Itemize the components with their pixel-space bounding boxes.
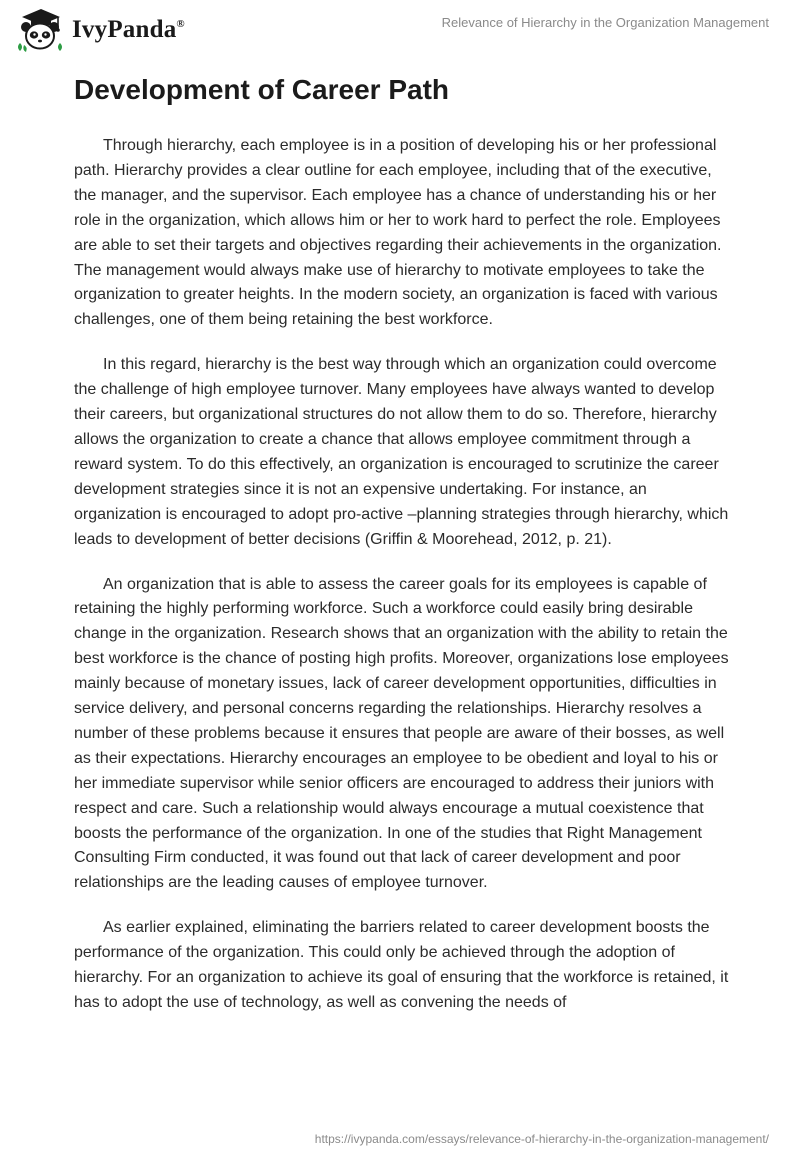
paragraph: In this regard, hierarchy is the best way through which an organization could overcome the challenge of high employee turnover. Many employees have always wanted to develop their careers, but organizational structures do not allow them to do so. Therefore, hierarchy allows the organization to create a chance that allows employee commitment through a reward system. To do this effectively, an organization is encouraged to scrutinize the career development strategies since it is not an expensive undertaking. For instance, an organization is encouraged to adopt pro-active –planning strategies through hierarchy, which leads to development of better decisions (Griffin & Moorehead, 2012, p. 21). [74,356,729,548]
document-title: Relevance of Hierarchy in the Organization Management [441,15,769,30]
paragraph: An organization that is able to assess the career goals for its employees is capable of retaining the highly performing workforce. Such a workforce could easily bring desirable change in the organization. Research shows that an organization with the ability to retain the best workforce is the chance of posting high profits. Moreover, organizations lose employees mainly because of monetary issues, lack of career development opportunities, difficulties in service delivery, and personal concerns regarding the relationships. Hierarchy resolves a number of these problems because it ensures that people are aware of their bosses, as well as their expectations. Hierarchy encourages an employee to be obedient and loyal to his or her immediate supervisor while senior officers are encouraged to address their juniors with respect and care. Such a relationship would always encourage a mutual coexistence that boosts the performance of the organization. In one of the studies that Right Management Consulting Firm conducted, it was found out that lack of career development and poor relationships are the leading causes of employee turnover. [74,575,729,892]
article-body [74,68,734,1016]
brand-name: IvyPanda® [72,16,185,43]
paragraph: Through hierarchy, each employee is in a position of developing his or her professional path. Hierarchy provides a clear outline for each employee, including that of the executive, the manager, and the supervisor. Each employee has a chance of understanding his or her role in the organization, which allows him or her to work hard to perfect the role. Employees are able to set their targets and objectives regarding their achievements in the organization. The management would always make use of hierarchy to motivate employees to take the organization to greater heights. In the modern society, an organization is faced with various challenges, one of them being retaining the best workforce. [74,137,722,329]
panda-graduate-icon [14,7,66,53]
paragraph: As earlier explained, eliminating the barriers related to career development boosts the performance of the organization. This could only be achieved through the adoption of hierarchy. For an organization to achieve its goal of ensuring that the workforce is retained, it has to adopt the use of technology, as well as convening the needs of [74,919,729,1011]
ivypanda-logo[interactable] [14,8,185,52]
source-url[interactable]: https://ivypanda.com/essays/relevance-of-hierarchy-in-the-organization-management/ [314,1132,769,1146]
section-heading: Development of Career Path [74,74,449,105]
page-header [0,0,800,60]
